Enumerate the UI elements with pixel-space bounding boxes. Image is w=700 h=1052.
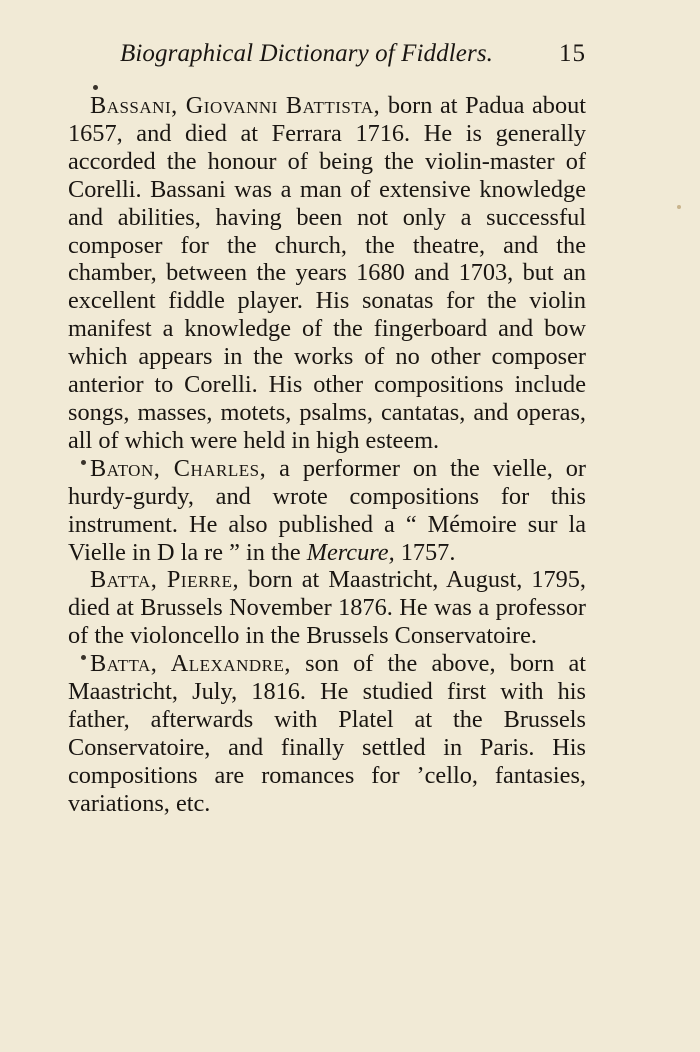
entry-batta-pierre: [68, 566, 586, 650]
entry-headword: Batta, Pierre,: [90, 566, 240, 594]
running-head: [120, 36, 586, 72]
entry-baton: [68, 455, 586, 567]
entry-headword: Bassani, Giovanni Battista,: [90, 92, 381, 119]
entry-bassani: [68, 92, 586, 455]
entry-body: born at Maastricht, August, 1795, died at Brussels November 1876. He was a professor of the violoncello in the Brussels Conservatoire.: [68, 566, 586, 650]
entry-headword: Baton, Charles,: [90, 454, 267, 482]
running-head-title: Biographical Dictionary of Fiddlers.: [120, 40, 494, 67]
printer-mark-dot: [93, 85, 98, 90]
entry-headword: Batta, Alexandre,: [90, 650, 291, 678]
page-number: 15: [559, 40, 586, 67]
paper-speck: [677, 205, 681, 209]
dictionary-text: [68, 92, 586, 818]
entry-body-end: 1757.: [394, 538, 456, 566]
publication-title: Mercure,: [306, 538, 395, 566]
entry-body: born at Padua about 1657, and died at Ferrara 1716. He is generally accorded the honour of being the violin-master of Corelli. Bassani was a man of extensive knowledge and abilities, having been not only a successful composer for the church, the theatre, and the chamber, between the years 1680 and 1703, but an excellent fiddle player. His sonatas for the violin manifest a knowledge of the fingerboard and bow which appears in the works of no other composer anterior to Corelli. His other compositions include songs, masses, motets, psalms, cantatas, and operas, all of which were held in high esteem.: [68, 92, 587, 454]
entry-batta-alexandre: [68, 650, 586, 817]
entry-body: son of the above, born at Maastricht, July, 1816. He studied first with his father, afterwards with Platel at the Brussels Conservatoire, and finally settled in Paris. His compositions are romances for ’cello, fantasies, variations, etc.: [68, 650, 587, 817]
entry-body: a performer on the vielle, or hurdy-gurdy, and wrote compositions for this instrument. He also published a “ Mémoire sur la Vielle in D la re ” in the: [68, 454, 586, 566]
